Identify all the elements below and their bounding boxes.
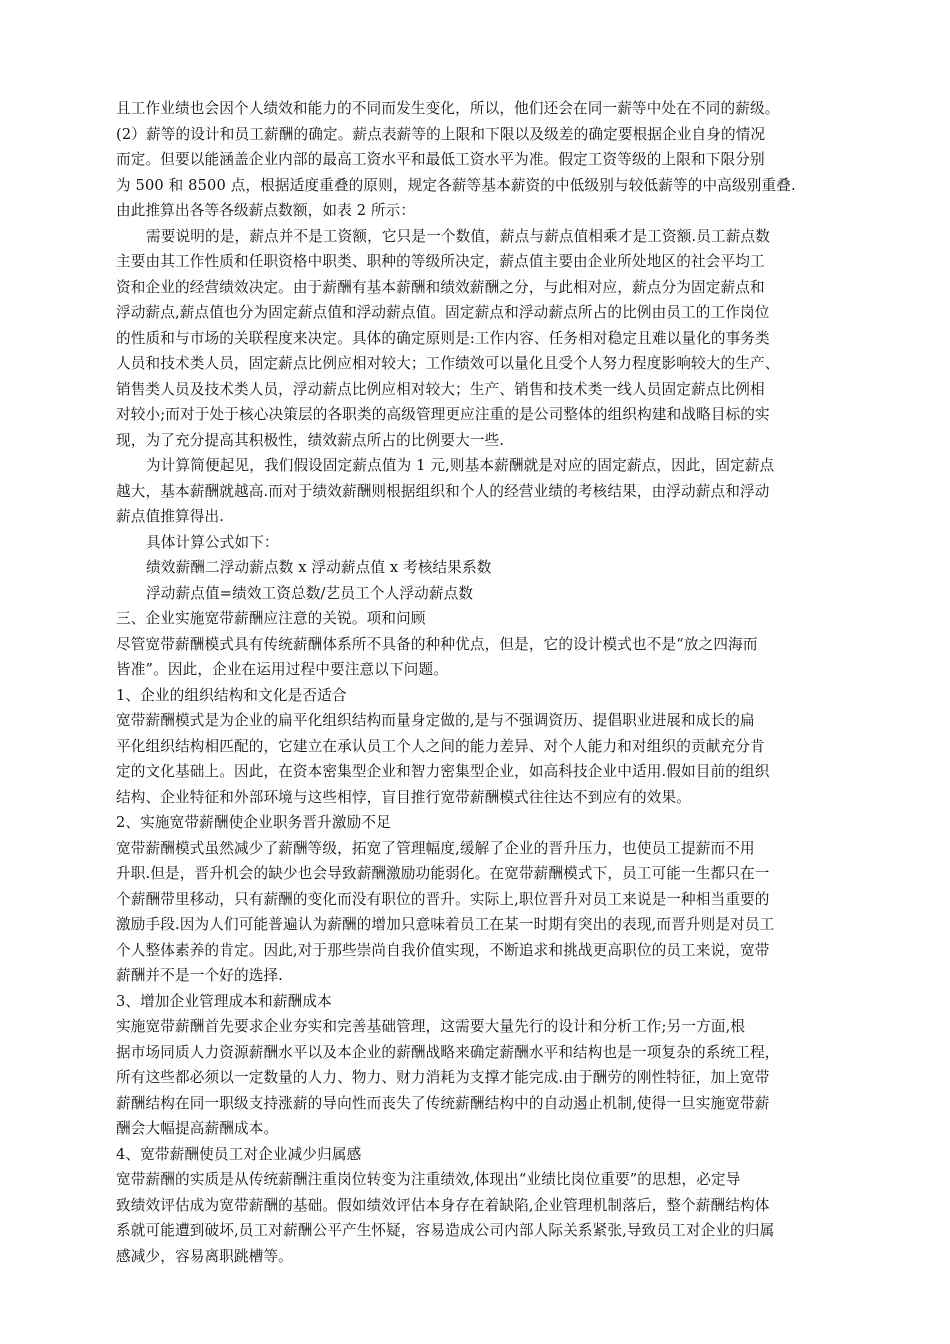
text-line: 绩效薪酬二浮动薪点数 x 浮动薪点值 x 考核结果系数 <box>146 559 492 576</box>
text-line: 薪酬结构在同一职级支持涨薪的导向性而丧失了传统薪酬结构中的自动遏止机制,使得一旦实施宽带薪 <box>116 1094 770 1112</box>
text-line: 浮动薪点,薪点值也分为固定薪点值和浮动薪点值。固定薪点和浮动薪点所占的比例由员工的工作岗位 <box>116 304 770 321</box>
text-line: 为计算简便起见，我们假设固定薪点值为 1 元,则基本薪酬就是对应的固定薪点，因此，固定薪点 <box>146 457 775 474</box>
text-line: 据市场同质人力资源薪酬水平以及本企业的薪酬战略来确定薪酬水平和结构也是一项复杂的系统工程， <box>116 1043 780 1061</box>
text-line: 个人整体素养的肯定。因此,对于那些崇尚自我价值实现，不断追求和挑战更高职位的员工来说，宽带 <box>116 941 770 959</box>
text-line: 4、宽带薪酬使员工对企业减少归属感 <box>116 1145 362 1163</box>
text-line: 尽管宽带薪酬模式具有传统薪酬体系所不具备的种种优点，但是，它的设计模式也不是“放之四海而 <box>116 635 758 653</box>
text-line: 主要由其工作性质和任职资格中职类、职种的等级所决定，薪点值主要由企业所处地区的社会平均工 <box>116 253 765 270</box>
text-line: 资和企业的经营绩效决定。由于薪酬有基本薪酬和绩效薪酬之分，与此相对应，薪点分为固定薪点和 <box>116 278 765 296</box>
text-line: 为 500 和 8500 点，根据适度重叠的原则，规定各薪等基本薪资的中低级别与较低薪等的中高级别重叠. <box>116 176 796 194</box>
text-line: 宽带薪酬的实质是从传统薪酬注重岗位转变为注重绩效,体现出“业绩比岗位重要”的思想，必定导 <box>116 1171 741 1188</box>
text-line: 结构、企业特征和外部环境与这些相悖，盲目推行宽带薪酬模式往往达不到应有的效果。 <box>116 788 692 806</box>
text-line: 2、实施宽带薪酬使企业职务晋升激励不足 <box>116 814 391 831</box>
text-line: 1、企业的组织结构和文化是否适合 <box>116 686 347 704</box>
text-line: 平化组织结构相匹配的，它建立在承认员工个人之间的能力差异、对个人能力和对组织的贡献充分肯 <box>116 737 765 755</box>
text-line: 实施宽带薪酬首先要求企业夯实和完善基础管理，这需要大量先行的设计和分析工作;另一方面,根 <box>116 1018 746 1035</box>
text-line: 酬会大幅提高薪酬成本。 <box>116 1120 279 1137</box>
text-line: 销售类人员及技术类人员，浮动薪点比例应相对较大；生产、销售和技术类一线人员固定薪点比例相 <box>116 380 765 398</box>
text-line: 升职.但是，晋升机会的缺少也会导致薪酬激励功能弱化。在宽带薪酬模式下，员工可能一生都只在一 <box>116 865 770 882</box>
text-line: 的性质和与市场的关联程度来决定。具体的确定原则是:工作内容、任务相对稳定且难以量化的事务类 <box>116 329 770 347</box>
text-line: 3、增加企业管理成本和薪酬成本 <box>116 992 332 1010</box>
text-line: 而定。但要以能涵盖企业内部的最高工资水平和最低工资水平为准。假定工资等级的上限和下限分别 <box>116 151 765 168</box>
text-line: 薪酬并不是一个好的选择. <box>116 967 283 984</box>
text-line: 三、企业实施宽带薪酬应注意的关锐。项和问顾 <box>116 610 426 627</box>
text-line: 激励手段.因为人们可能普遍认为薪酬的增加只意味着员工在某一时期有突出的表现,而晋升则是对员工 <box>116 916 775 933</box>
text-line: 宽带薪酬模式虽然减少了薪酬等级，拓宽了管理幅度,缓解了企业的晋升压力，也使员工提薪而不用 <box>116 839 755 857</box>
text-line: 人员和技术类人员，固定薪点比例应相对较大；工作绩效可以量化且受个人努力程度影响较大的生产、 <box>116 355 780 372</box>
text-line: 定的文化基础上。因此，在资本密集型企业和智力密集型企业，如高科技企业中适用.假如目前的组织 <box>116 763 770 780</box>
text-line: (2）薪等的设计和员工薪酬的确定。薪点表薪等的上限和下限以及级差的确定要根据企业自身的情况 <box>116 125 766 143</box>
text-line: 个薪酬带里移动，只有薪酬的变化而没有职位的晋升。实际上,职位晋升对员工来说是一种相当重要的 <box>116 890 770 908</box>
text-line: 致绩效评估成为宽带薪酬的基础。假如绩效评估本身存在着缺陷,企业管理机制落后，整个薪酬结构体 <box>116 1196 770 1214</box>
text-line: 薪点值推算得出. <box>116 508 224 525</box>
text-line: 越大，基本薪酬就越高.而对于绩效薪酬则根据组织和个人的经营业绩的考核结果，由浮动薪点和浮动 <box>116 482 770 500</box>
text-line: 系就可能遭到破坏,员工对薪酬公平产生怀疑，容易造成公司内部人际关系紧张,导致员工对企业的归属 <box>116 1222 775 1239</box>
text-line: 需要说明的是，薪点并不是工资额，它只是一个数值，薪点与薪点值相乘才是工资额.员工薪点数 <box>146 227 771 245</box>
text-line: 且工作业绩也会因个人绩效和能力的不同而发生变化，所以，他们还会在同一薪等中处在不同的薪级。 <box>116 100 780 117</box>
text-line: 由此推算出各等各级薪点数额，如表 2 所示： <box>116 202 416 219</box>
text-line: 现，为了充分提高其积极性，绩效薪点所占的比例要大一些. <box>116 431 505 449</box>
text-line: 宽带薪酬模式是为企业的扁平化组织结构而量身定做的,是与不强调资历、提倡职业进展和成长的扁 <box>116 712 755 729</box>
text-line: 皆准”。因此，企业在运用过程中要注意以下问题。 <box>116 661 448 678</box>
text-line: 具体计算公式如下： <box>146 533 279 551</box>
text-line: 对较小;而对于处于核心决策层的各职类的高级管理更应注重的是公司整体的组织构建和战略目标的实 <box>116 406 770 423</box>
text-line: 浮动薪点值=绩效工资总数/艺员工个人浮动薪点数 <box>146 584 474 602</box>
document-page <box>116 96 876 1269</box>
text-line: 感减少，容易离职跳槽等。 <box>116 1247 293 1265</box>
text-line: 所有这些都必须以一定数量的人力、物力、财力消耗为支撑才能完成.由于酬劳的刚性特征，加上宽带 <box>116 1069 770 1086</box>
